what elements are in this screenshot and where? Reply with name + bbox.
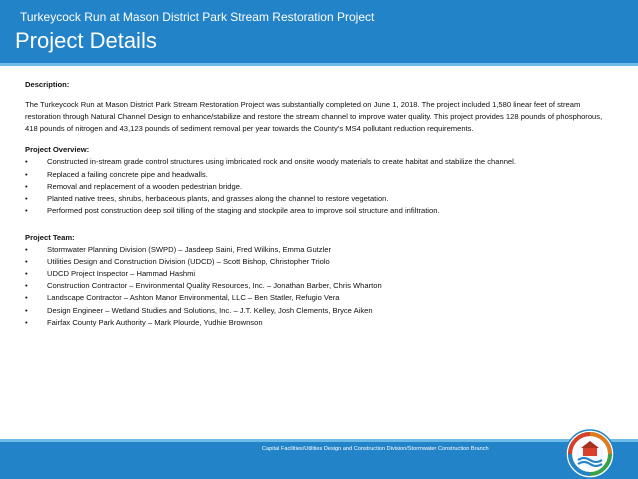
team-item: • Stormwater Planning Division (SWPD) – Jasdeep Saini, Fred Wilkins, Emma Gutzler	[25, 244, 605, 256]
team-section	[25, 232, 605, 329]
header-divider	[0, 63, 638, 66]
team-item: • Landscape Contractor – Ashton Manor Environmental, LLC – Ben Statler, Refugio Vera	[25, 292, 605, 304]
team-item: • Design Engineer – Wetland Studies and Solutions, Inc. – J.T. Kelley, Josh Clements, Bryce Aiken	[25, 305, 605, 317]
team-item: • Utilities Design and Construction Division (UDCD) – Scott Bishop, Christopher Triolo	[25, 256, 605, 268]
page-title: Project Details	[15, 28, 157, 53]
overview-section	[25, 144, 605, 217]
team-heading: Project Team:	[25, 232, 75, 242]
page-subtitle: Turkeycock Run at Mason District Park Stream Restoration Project	[20, 10, 375, 24]
description-text: The Turkeycock Run at Mason District Park Stream Restoration Project was substantially completed on June 1, 2018. The project included 1,580 linear feet of stream restoration through Natural Channel Design to enhance/stabilize and restore the stream channel to improve water quality. This project provides 128 pounds of phosphorous, 418 pounds of nitrogen and 43,123 pounds of sediment removal per year towards the County’s MS4 pollutant reduction requirements.	[25, 100, 603, 134]
description-section	[25, 79, 605, 135]
overview-heading: Project Overview:	[25, 145, 90, 155]
slide-content	[25, 79, 605, 329]
overview-item: • Performed post construction deep soil tilling of the staging and stockpile area to improve soil structure and infiltration.	[25, 205, 605, 217]
team-list	[25, 244, 605, 329]
footer-text: Capital Facilities/Utilities Design and Construction Division/Stormwater Construction Branch	[262, 446, 489, 452]
overview-list	[25, 156, 605, 216]
overview-item: • Constructed in-stream grade control structures using imbricated rock and onsite woody materials to create habitat and stabilize the channel.	[25, 156, 605, 168]
county-seal-logo-icon	[565, 429, 615, 479]
description-heading: Description:	[25, 80, 70, 89]
team-item: • Fairfax County Park Authority – Mark Plourde, Yudhie Brownson	[25, 317, 605, 329]
team-item: • Construction Contractor – Environmental Quality Resources, Inc. – Jonathan Barber, Chris Wharton	[25, 280, 605, 292]
overview-item: • Removal and replacement of a wooden pedestrian bridge.	[25, 181, 605, 193]
overview-item: • Planted native trees, shrubs, herbaceous plants, and grasses along the channel to restore vegetation.	[25, 193, 605, 205]
overview-item: • Replaced a failing concrete pipe and headwalls.	[25, 169, 605, 181]
team-item: • UDCD Project Inspector – Hammad Hashmi	[25, 268, 605, 280]
